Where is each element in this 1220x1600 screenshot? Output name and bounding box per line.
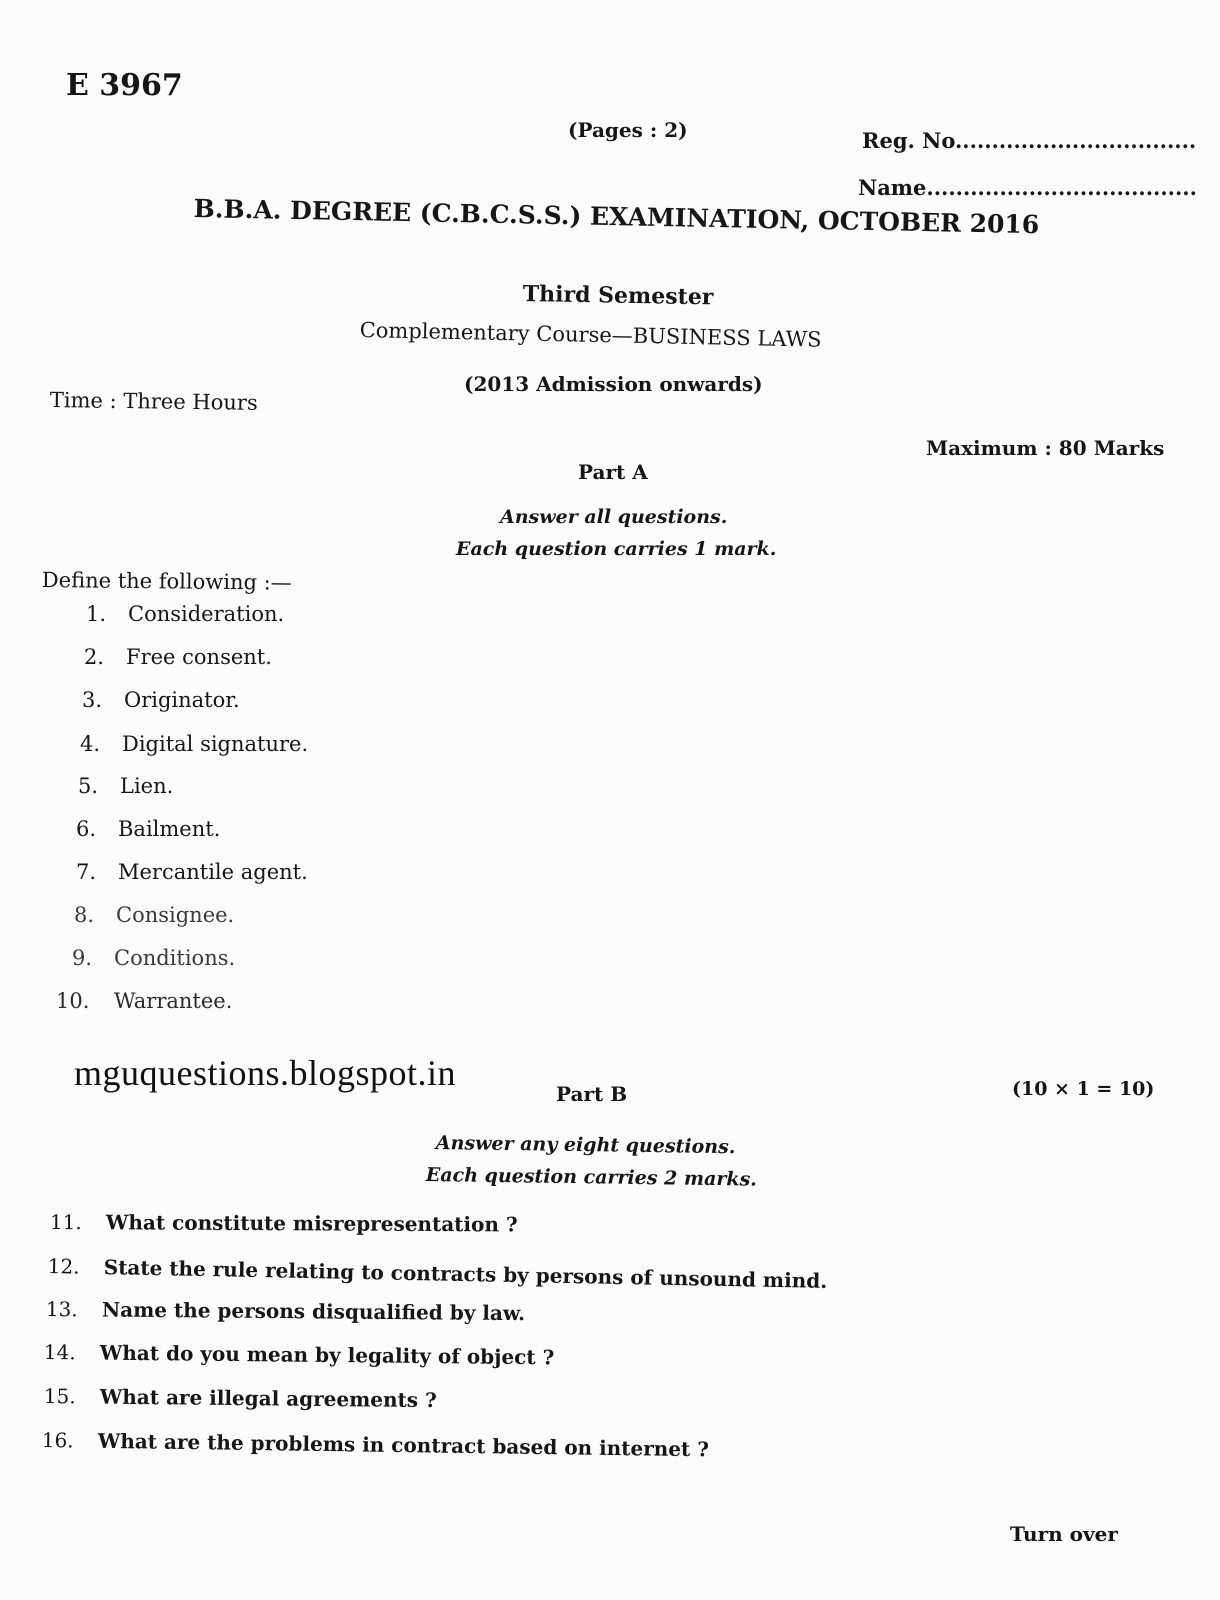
- part-a-instruction-1: Answer all questions.: [500, 506, 728, 528]
- part-a-title: Part A: [578, 460, 648, 484]
- question-item: [86, 602, 284, 626]
- reg-no-field: Reg. No.................................: [862, 128, 1197, 153]
- question-text: Name the persons disqualified by law.: [101, 1297, 526, 1326]
- question-item: [50, 1210, 518, 1236]
- admission-note: (2013 Admission onwards): [464, 372, 763, 396]
- question-number: 15.: [43, 1384, 76, 1409]
- question-item: [56, 989, 232, 1013]
- part-a-marks: (10 × 1 = 10): [1012, 1078, 1155, 1100]
- maximum-marks: Maximum : 80 Marks: [926, 436, 1165, 460]
- blog-watermark: mguquestions.blogspot.in: [74, 1053, 457, 1093]
- question-item: [44, 1384, 437, 1412]
- question-number: 4.: [80, 732, 101, 756]
- time-allowed: Time : Three Hours: [49, 388, 258, 415]
- question-text: Free consent.: [126, 645, 272, 669]
- part-b-instruction-1: Answer any eight questions.: [435, 1132, 736, 1159]
- question-item: [44, 1340, 555, 1369]
- question-item: [82, 688, 240, 712]
- question-text: Digital signature.: [122, 732, 309, 756]
- question-number: 12.: [47, 1254, 80, 1279]
- question-number: 13.: [45, 1297, 78, 1322]
- question-number: 8.: [74, 903, 95, 927]
- question-text: Warrantee.: [114, 989, 233, 1013]
- question-text: Originator.: [124, 688, 240, 712]
- question-text: Consignee.: [116, 903, 235, 927]
- question-number: 9.: [72, 946, 93, 970]
- part-b-title: Part B: [556, 1082, 628, 1106]
- question-text: What constitute misrepresentation ?: [105, 1210, 518, 1237]
- question-text: Lien.: [120, 774, 174, 798]
- question-item: [84, 645, 272, 669]
- question-number: 16.: [41, 1428, 74, 1453]
- exam-title: B.B.A. DEGREE (C.B.C.S.S.) EXAMINATION, OCTOBER 2016: [193, 194, 1040, 240]
- question-text: What are illegal agreements ?: [99, 1384, 437, 1413]
- question-number: 6.: [76, 817, 97, 841]
- question-number: 11.: [49, 1210, 82, 1235]
- question-text: What do you mean by legality of object ?: [99, 1340, 555, 1370]
- part-a-lead: Define the following :—: [41, 568, 292, 595]
- question-item: [48, 1254, 828, 1293]
- question-text: What are the problems in contract based on internet ?: [97, 1428, 710, 1462]
- question-text: Consideration.: [128, 602, 285, 626]
- question-number: 14.: [43, 1340, 76, 1365]
- part-a-instruction-2: Each question carries 1 mark.: [456, 538, 777, 560]
- question-number: 5.: [78, 774, 99, 798]
- question-item: [76, 860, 308, 884]
- course-title: Complementary Course—BUSINESS LAWS: [359, 318, 822, 352]
- question-number: 7.: [76, 860, 97, 884]
- question-text: State the rule relating to contracts by persons of unsound mind.: [103, 1255, 828, 1293]
- question-text: Mercantile agent.: [118, 860, 308, 884]
- question-item: [80, 732, 308, 756]
- page-count: (Pages : 2): [568, 118, 688, 142]
- question-number: 1.: [86, 602, 107, 626]
- question-text: Conditions.: [114, 946, 236, 970]
- turn-over-note: Turn over: [1010, 1522, 1118, 1546]
- question-item: [76, 817, 220, 841]
- question-number: 10.: [56, 989, 90, 1013]
- question-number: 2.: [84, 645, 105, 669]
- question-item: [74, 903, 234, 927]
- question-item: [78, 774, 173, 798]
- part-b-instruction-2: Each question carries 2 marks.: [425, 1164, 757, 1191]
- question-item: [46, 1297, 525, 1325]
- paper-code: E 3967: [66, 68, 183, 103]
- name-field: Name.....................................: [858, 175, 1197, 200]
- question-item: [42, 1428, 709, 1461]
- question-number: 3.: [82, 688, 103, 712]
- question-text: Bailment.: [118, 817, 221, 841]
- question-item: [72, 946, 235, 970]
- semester: Third Semester: [522, 281, 714, 311]
